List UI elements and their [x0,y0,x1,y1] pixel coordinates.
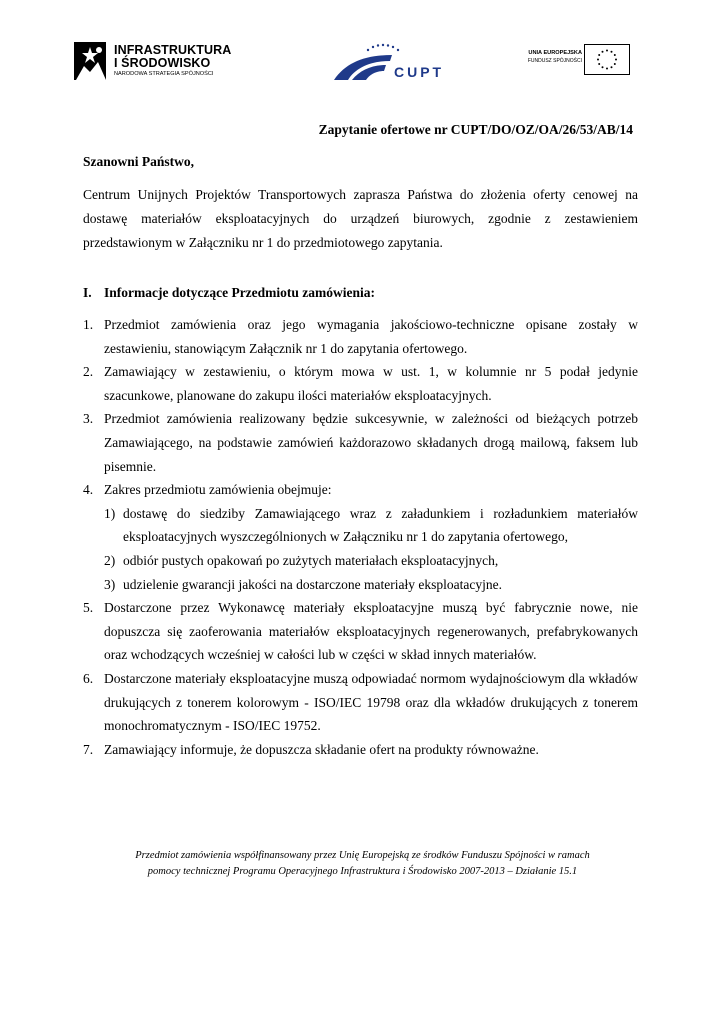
intro-paragraph: Centrum Unijnych Projektów Transportowych zaprasza Państwa do złożenia oferty cenowej na dostawę materiałów eksploatacyjnych do urządzeń biurowych, zgodnie z zestawieniem przedstawionym w Załączniku nr 1 do przedmiotowego zapytania. [83,187,638,250]
list-item-number: 2. [83,364,94,380]
list-item [83,667,638,738]
logo-ue-line2: FUNDUSZ SPÓJNOŚCI [527,58,582,64]
sub-item-text: udzielenie gwarancji jakości na dostarczone materiały eksploatacyjne. [123,576,502,592]
sub-item-number: 1) [104,505,116,521]
list-item-number: 4. [83,482,94,498]
list-item-number: 7. [83,741,94,757]
section-number: I. [83,285,92,300]
infrastruktura-srodowisko-logo [70,38,230,84]
list-item-text: Przedmiot zamówienia realizowany będzie sukcesywnie, w zależności od bieżących potrzeb Zamawiającego, na podstawie zamówień każdorazowo składanych drogą mailową, faksem lub pisemnie. [104,411,638,474]
sub-list-item [83,502,638,549]
sub-item-number: 3) [104,576,116,592]
greeting: Szanowni Państwo, [83,154,195,169]
document-title: Zapytanie ofertowe nr CUPT/DO/OZ/OA/26/53/AB/14 [318,122,633,137]
sub-list-item [83,549,638,573]
list-item [83,360,638,407]
svg-text:CUPT: CUPT [394,64,442,80]
page-footer [80,848,645,880]
list-item [83,596,638,667]
list-item-number: 3. [83,411,94,427]
list-item-text: Dostarczone przez Wykonawcę materiały eksploatacyjne muszą być fabrycznie nowe, nie dopuszcza się zaoferowania materiałów eksploatacyjnych regenerowanych, prefabrykowanych oraz wchodzących wcześniej w całości lub w części w skład innych materiałów. [104,600,638,663]
list-item-text: Zamawiający informuje, że dopuszcza składanie ofert na produkty równoważne. [104,741,539,757]
logo-ue-line1: UNIA EUROPEJSKA [528,50,582,56]
list-item [83,407,638,478]
list-item-number: 6. [83,670,94,686]
list-item [83,313,638,360]
logo-is-line2: I ŚRODOWISKO [114,56,211,70]
logo-is-line3: NARODOWA STRATEGIA SPÓJNOŚCI [114,71,214,77]
list-item-number: 1. [83,317,94,332]
list-item-text: Dostarczone materiały eksploatacyjne muszą odpowiadać normom wydajnościowym dla wkładów drukujących z tonerem kolorowym - ISO/IEC 19798 oraz dla wkładów drukujących z tonerem monochromatycznym - ISO/IEC 19752. [104,670,638,734]
section-heading [83,283,375,303]
list-item-text: Przedmiot zamówienia oraz jego wymagania jakościowo-techniczne opisane zostały w zestawieniu, stanowiącym Załącznik nr 1 do zapytania ofertowego. [104,317,638,356]
is-emblem-icon [70,38,110,84]
eu-flag-icon [584,44,630,75]
unia-europejska-logo [514,44,634,76]
footer-line2: pomocy technicznej Programu Operacyjnego Infrastruktura i Środowisko 2007-2013 – Działanie 15.1 [147,866,578,877]
sub-item-text: odbiór pustych opakowań po zużytych materiałach eksploatacyjnych, [123,552,499,568]
page-header [0,36,725,88]
list-item [83,738,638,762]
requirements-list [83,313,638,761]
sub-list-item [83,573,638,597]
list-item-text: Zamawiający w zestawieniu, o którym mowa w ust. 1, w kolumnie nr 5 podał jedynie szacunkowe, planowane do zakupu ilości materiałów eksploatacyjnych. [104,364,638,403]
cupt-emblem-icon [332,42,442,82]
logo-is-line1: INFRASTRUKTURA [114,43,232,57]
footer-line1: Przedmiot zamówienia współfinansowany przez Unię Europejską ze środków Funduszu Spójności w ramach [135,850,590,861]
list-item [83,478,638,502]
sub-item-number: 2) [104,552,116,568]
sub-item-text: dostawę do siedziby Zamawiającego wraz z załadunkiem i rozładunkiem materiałów eksploatacyjnych wyszczególnionych w Załączniku nr 1 do zapytania ofertowego, [123,505,638,545]
list-item-number: 5. [83,600,94,616]
cupt-logo [332,42,442,82]
list-item-text: Zakres przedmiotu zamówienia obejmuje: [104,482,332,498]
section-heading-text: Informacje dotyczące Przedmiotu zamówienia: [104,285,376,300]
